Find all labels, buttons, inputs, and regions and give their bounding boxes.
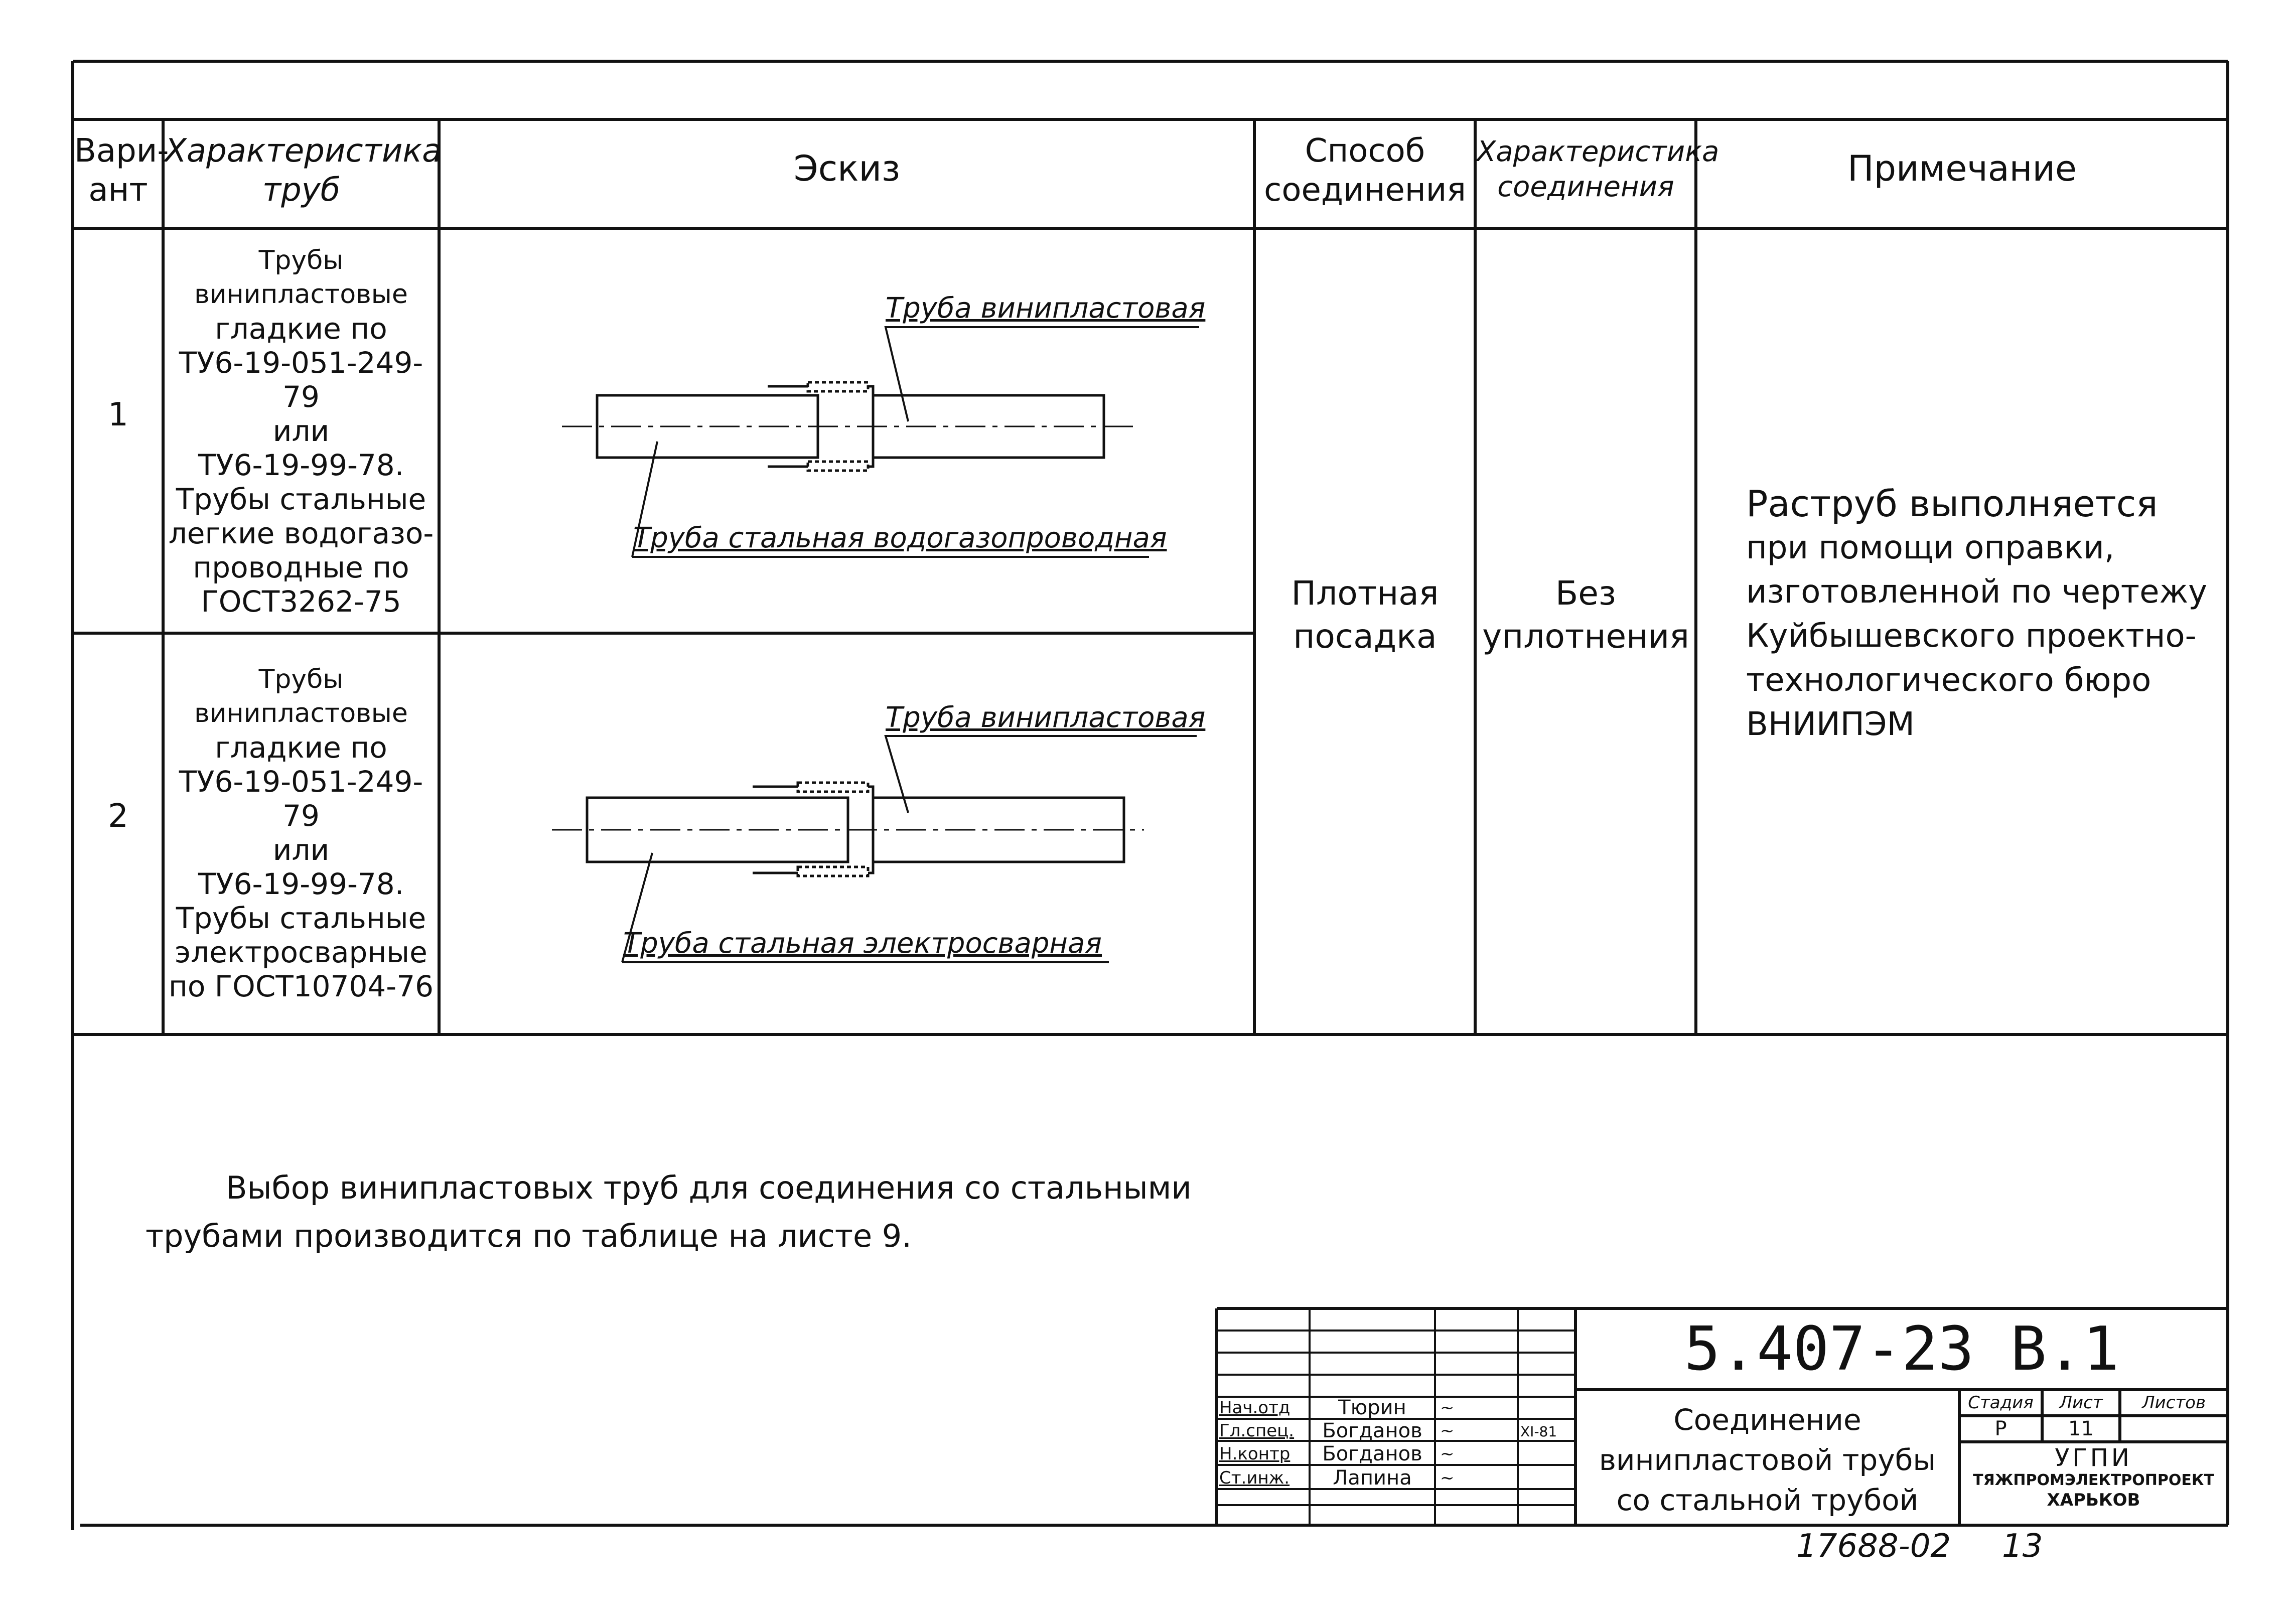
header-note: Примечание [1847,148,2077,189]
staff-name-2: Богданов [1322,1419,1422,1442]
header-variant: Вари- ант [74,132,169,209]
header-joint-characteristic: Характеристика соединения [1477,135,1719,203]
drawing-title: Соединение винипластовой трубы со стальной трубой [1599,1403,1936,1517]
note-text: Раструб выполняется при помощи оправки, изготовленной по чертежу Куйбышевского проектно- технологического бюро ВНИИПЭМ [1746,483,2207,743]
sheets-label: Листов [2141,1393,2206,1413]
row-2-label-steel-pipe: Труба стальная электросварная [623,927,1102,960]
stage-label: Стадия [1968,1393,2034,1413]
approval-date: XI-81 [1520,1423,1557,1440]
connection-method-value: Плотная посадка [1291,574,1439,656]
row-1-pipe-characteristic: Трубы винипластовые гладкие по ТУ6-19-051-249-79 или ТУ6-19-99-78. Трубы стальные легкие водогазо- проводные по ГОСТ3262-75 [168,245,434,619]
staff-role-3: Н.контр [1219,1444,1291,1464]
row-2-pipe-characteristic: Трубы винипластовые гладкие по ТУ6-19-051-249-79 или ТУ6-19-99-78. Трубы стальные электросварные по ГОСТ10704-76 [168,664,434,1003]
signature-2: ~ [1440,1421,1455,1441]
staff-role-4: Ст.инж. [1219,1468,1290,1488]
staff-role-2: Гл.спец. [1219,1421,1295,1441]
header-pipe-characteristic: Характеристика труб [165,132,442,209]
staff-name-1: Тюрин [1338,1396,1406,1419]
row-1-label-vinyl-pipe: Труба винипластовая [886,292,1206,325]
footnote: Выбор винипластовых труб для соединения со стальными трубами производится по таблице на листе 9. [146,1169,1192,1254]
header-sketch: Эскиз [793,148,901,189]
row-1-label-steel-pipe: Труба стальная водогазопроводная [633,522,1167,554]
row-2-number: 2 [108,798,128,835]
signature-3: ~ [1440,1444,1455,1464]
sheet-label: Лист [2059,1393,2103,1413]
organization: УГПИ ТЯЖПРОМЭЛЕКТРОПРОЕКТ ХАРЬКОВ [1973,1444,2214,1510]
header-connection-method: Способ соединения [1264,132,1466,209]
page-number: 13 [2002,1528,2043,1565]
joint-characteristic-value: Без уплотнения [1482,574,1689,656]
stage-value: Р [1994,1417,2007,1440]
row-2-label-vinyl-pipe: Труба винипластовая [886,701,1206,734]
archive-number: 17688-02 [1796,1528,1951,1565]
staff-role-1: Нач.отд [1219,1398,1291,1418]
row-1-number: 1 [108,396,128,433]
staff-name-4: Лапина [1333,1466,1412,1490]
signature-1: ~ [1440,1398,1455,1418]
staff-name-3: Богданов [1322,1442,1422,1465]
document-designation: 5.407-23 В.1 [1684,1314,2119,1384]
sheet-value: 11 [2068,1417,2094,1440]
signature-4: ~ [1440,1468,1455,1488]
